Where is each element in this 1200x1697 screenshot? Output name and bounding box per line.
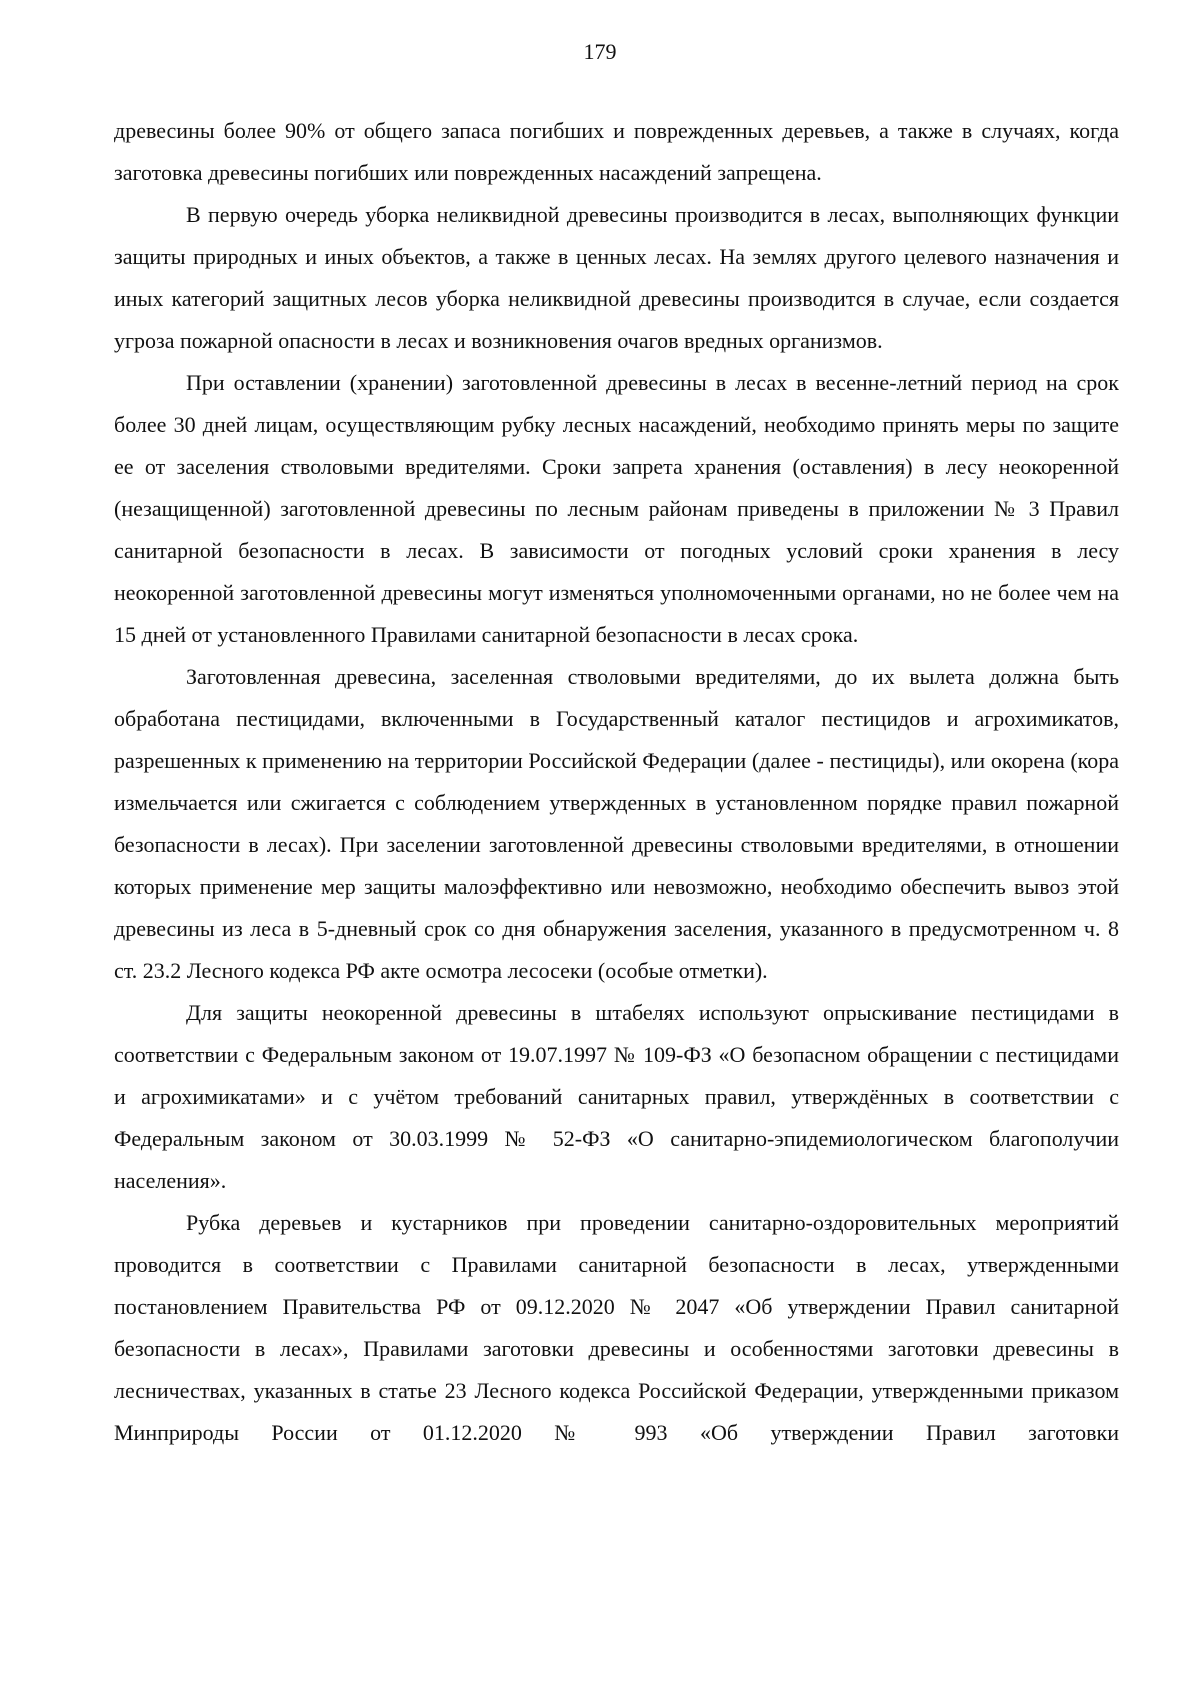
paragraph-pesticide-spraying: Для защиты неокоренной древесины в штабелях используют опрыскивание пестицидами в соответствии с Федеральным законом от 19.07.1997 № 109-ФЗ «О безопасном обращении с пестицидами и агрохимикатами» и с учётом требований санитарных правил, утверждённых в соответствии с Федеральным законом от 30.03.1999 № 52-ФЗ «О санитарно-эпидемиологическом благополучии населения».	[114, 1000, 1119, 1193]
paragraph-sanitary-felling: Рубка деревьев и кустарников при проведении санитарно-оздоровительных мероприятий проводится в соответствии с Правилами санитарной безопасности в лесах, утвержденными постановлением Правительства РФ от 09.12.2020 № 2047 «Об утверждении Правил санитарной безопасности в лесах», Правилами заготовки древесины и особенностями заготовки древесины в лесничествах, указанных в статье 23 Лесного кодекса Российской Федерации, утвержденными приказом Минприроды России от 01.12.2020 № 993 «Об утверждении Правил заготовки	[114, 1210, 1119, 1445]
body-text	[114, 110, 1119, 1454]
paragraph-illiquid-wood-removal: В первую очередь уборка неликвидной древесины производится в лесах, выполняющих функции защиты природных и иных объектов, а также в ценных лесах. На землях другого целевого назначения и иных категорий защитных лесов уборка неликвидной древесины производится в случае, если создается угроза пожарной опасности в лесах и возникновения очагов вредных организмов.	[114, 202, 1119, 353]
paragraph-wood-storage: При оставлении (хранении) заготовленной древесины в лесах в весенне-летний период на срок более 30 дней лицам, осуществляющим рубку лесных насаждений, необходимо принять меры по защите ее от заселения стволовыми вредителями. Сроки запрета хранения (оставления) в лесу неокоренной (незащищенной) заготовленной древесины по лесным районам приведены в приложении № 3 Правил санитарной безопасности в лесах. В зависимости от погодных условий сроки хранения в лесу неокоренной заготовленной древесины могут изменяться уполномоченными органами, но не более чем на 15 дней от установленного Правилами санитарной безопасности в лесах срока.	[114, 370, 1119, 647]
paragraph-infested-wood-treatment: Заготовленная древесина, заселенная стволовыми вредителями, до их вылета должна быть обработана пестицидами, включенными в Государственный каталог пестицидов и агрохимикатов, разрешенных к применению на территории Российской Федерации (далее - пестициды), или окорена (кора измельчается или сжигается с соблюдением утвержденных в установленном порядке правил пожарной безопасности в лесах). При заселении заготовленной древесины стволовыми вредителями, в отношении которых применение мер защиты малоэффективно или невозможно, необходимо обеспечить вывоз этой древесины из леса в 5-дневный срок со дня обнаружения заселения, указанного в предусмотренном ч. 8 ст. 23.2 Лесного кодекса РФ акте осмотра лесосеки (особые отметки).	[114, 664, 1119, 983]
page-number: 179	[583, 39, 617, 64]
paragraph-continuation: древесины более 90% от общего запаса погибших и поврежденных деревьев, а также в случаях, когда заготовка древесины погибших или поврежденных насаждений запрещена.	[114, 118, 1119, 185]
